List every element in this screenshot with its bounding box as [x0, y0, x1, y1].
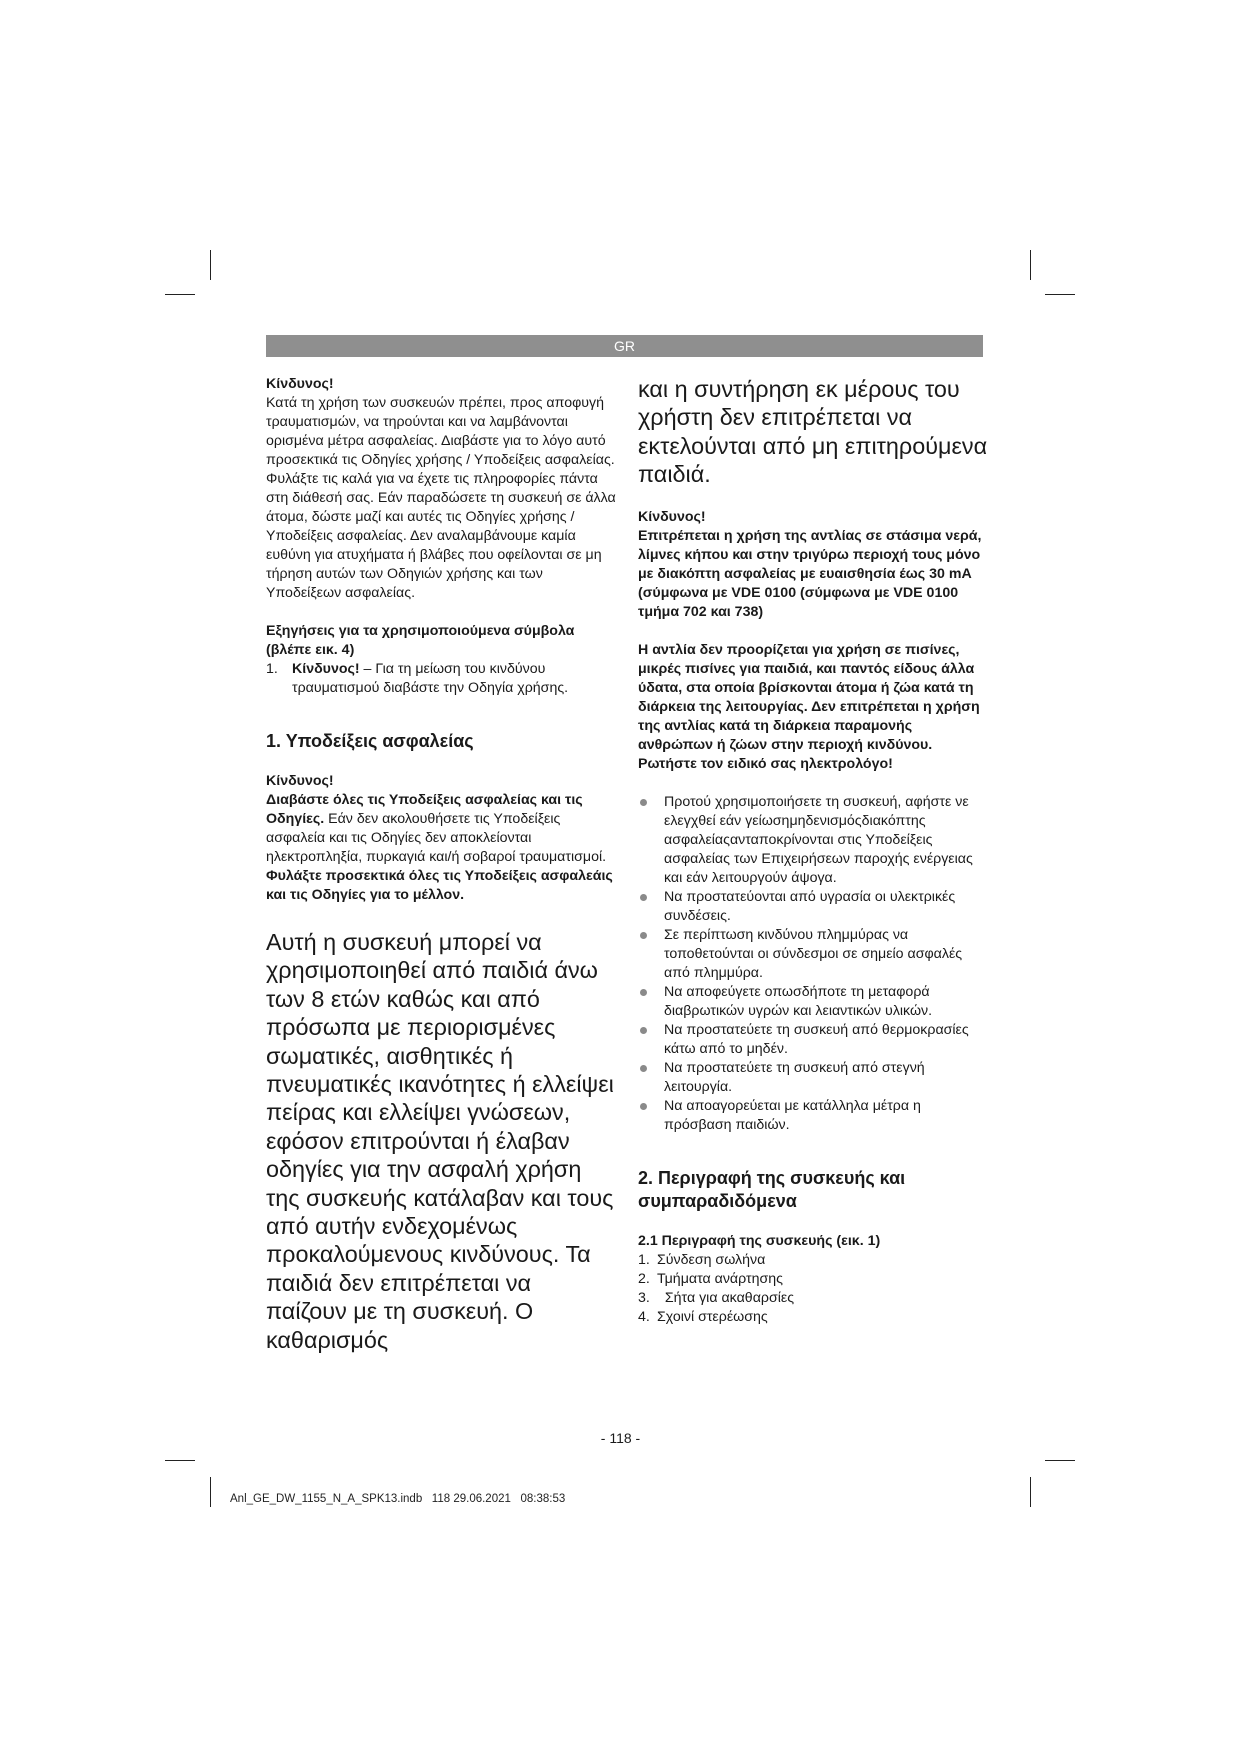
list-item: Σε περίπτωση κινδύνου πλημμύρας να τοποθετούνται οι σύνδεσμοι σε σημείο ασφαλές από πλημμύρα.	[638, 926, 988, 983]
language-code: GR	[614, 338, 635, 354]
list-item: Να προστατεύετε τη συσκευή από στεγνή λειτουργία.	[638, 1059, 988, 1097]
crop-mark	[165, 1460, 195, 1461]
safety-paragraph	[266, 791, 616, 905]
symbols-list	[266, 660, 616, 698]
bullet-icon	[640, 989, 647, 996]
residual-current-warning: Επιτρέπεται η χρήση της αντλίας σε στάσιμα νερά, λίμνες κήπου και στην τριγύρω περιοχή τους μόνο με διακόπτη ασφαλείας με ευαισθησία έως 30 mA (σύμφωνα με VDE 0100 (σύμφωνα με VDE 0100 τμήμα 702 και 738)	[638, 527, 982, 620]
danger-title: Κίνδυνος!	[638, 508, 706, 525]
bullet-icon	[640, 894, 647, 901]
crop-mark	[210, 250, 211, 280]
crop-mark	[210, 1477, 211, 1507]
bold-text: Φυλάξτε προσεκτικά όλες τις Υποδείξεις ασφαλεάις και τις Οδηγίες για το μέλλον.	[266, 868, 613, 903]
crop-mark	[1045, 294, 1075, 295]
file-info: Anl_GE_DW_1155_N_A_SPK13.indb 118 29.06.2021 08:38:53	[230, 1493, 566, 1505]
danger-title: Κίνδυνος!	[266, 376, 334, 392]
paragraph-text: Εάν δεν ακολουθήσετε τις Υποδείξεις ασφαλεία και τις Οδηγίες δεν αποκλείονται ηλεκτροπληξία, πυρκαγιά και/ή σοβαροί τραυματισμοί.	[266, 811, 607, 865]
parts-list	[638, 1251, 988, 1327]
list-item: Προτού χρησιμοποιήσετε τη συσκευή, αφήστε νε ελεγχθεί εάν γείωσημηδενισμόςδιακόπτης ασφαλείαςανταποκρίνονται στις Υποδείξεις ασφαλείας των Επιχειρήσεων παροχής ενέργειας και εάν λειτουργούν άψογα.	[638, 793, 988, 888]
children-warning-continued: και η συντήρηση εκ μέρους του χρήστη δεν επιτρέπεται να εκτελούνται από μη επιτηρούμενα παιδιά.	[638, 376, 988, 488]
section-1-heading: 1. Υποδείξεις ασφαλείας	[266, 731, 474, 751]
list-item: Να αποφεύγετε οπωσδήποτε τη μεταφορά διαβρωτικών υγρών και λειαντικών υλικών.	[638, 983, 988, 1021]
crop-mark	[165, 294, 195, 295]
list-item: 2. Τμήματα ανάρτησης	[638, 1270, 783, 1287]
bullet-icon	[640, 932, 647, 939]
children-warning-text: Αυτή η συσκευή μπορεί να χρησιμοποιηθεί από παιδιά άνω των 8 ετών καθώς και από πρόσωπα με περιορισμένες σωματικές, αισθητικές ή πνευματικές ικανότητες ή ελλείψει πείρας και ελλείψει γνώσεων, εφόσον επιτρούνται ή έλαβαν οδηγίες για την ασφαλή χρήση της συσκευής κατάλαβαν και τους από αυτήν ενδεχομένως προκαλούμενους κινδύνους. Τα παιδιά δεν επιτρέπεται να παίζουν με τη συσκευή. Ο καθαρισμός	[266, 929, 614, 1353]
item-text: – Για τη μείωση του κινδύνου τραυματισμού διαβάστε την Οδηγία χρήσης.	[292, 661, 569, 696]
list-item: Να αποαγορεύεται με κατάλληλα μέτρα η πρόσβαση παιδιών.	[638, 1097, 988, 1135]
list-item: 3. Σήτα για ακαθαρσίες	[638, 1289, 795, 1306]
bullet-icon	[640, 1027, 647, 1034]
bullet-icon	[640, 1065, 647, 1072]
list-item	[266, 660, 616, 698]
list-item: 4. Σχοινί στερέωσης	[638, 1308, 768, 1325]
page-number: - 118 -	[600, 1430, 641, 1446]
item-number: 1.	[266, 661, 278, 677]
list-item: Να προστατεύετε τη συσκευή από θερμοκρασίες κάτω από το μηδέν.	[638, 1021, 988, 1059]
danger-label: Κίνδυνος!	[292, 661, 360, 677]
left-column	[266, 375, 616, 1354]
crop-mark	[1030, 250, 1031, 280]
danger-title: Κίνδυνος!	[266, 773, 334, 789]
crop-mark	[1045, 1460, 1075, 1461]
bullet-icon	[640, 1103, 647, 1110]
section-2-1-heading: 2.1 Περιγραφή της συσκευής (εικ. 1)	[638, 1232, 881, 1249]
pools-warning: Η αντλία δεν προορίζεται για χρήση σε πισίνες, μικρές πισίνες για παιδιά, και παντός είδους άλλα ύδατα, στα οποία βρίσκονται άτομα ή ζώα κατά τη διάρκεια της λειτουργίας. Δεν επιτρέπεται η χρήση της αντλίας κατά τη διάρκεια παραμονής ανθρώπων ή ζώων στην περιοχή κινδύνου. Ρωτήστε τον ειδικό σας ηλεκτρολόγο!	[638, 641, 980, 772]
list-item: 1. Σύνδεση σωλήνα	[638, 1251, 766, 1268]
crop-mark	[1030, 1477, 1031, 1507]
list-item: Να προστατεύονται από υγρασία οι υλεκτρικές συνδέσεις.	[638, 888, 988, 926]
safety-bullet-list	[638, 793, 988, 1135]
language-header-bar	[266, 335, 983, 357]
intro-paragraph: Κατά τη χρήση των συσκευών πρέπει, προς αποφυγή τραυματισμών, να τηρούνται και να λαμβάνονται ορισμένα μέτρα ασφαλείας. Διαβάστε για το λόγο αυτό προσεκτικά τις Οδηγίες χρήσης / Υποδείξεις ασφαλείας. Φυλάξτε τις καλά για να έχετε τις πληροφορίες πάντα στη διάθεσή σας. Εάν παραδώσετε τη συσκευή σε άλλα άτομα, δώστε μαζί και αυτές τις Οδηγίες χρήσης / Υποδείξεις ασφαλείας. Δεν αναλαμβάνουμε καμία ευθύνη για ατυχήματα ή βλάβες που οφείλονται σε μη τήρηση αυτών των Οδηγιών χρήσης και των Υποδείξεων ασφαλείας.	[266, 395, 616, 601]
bullet-icon	[640, 799, 647, 806]
section-2-heading: 2. Περιγραφή της συσκευής και συμπαραδιδόμενα	[638, 1167, 906, 1211]
symbols-heading: Εξηγήσεις για τα χρησιμοποιούμενα σύμβολα (βλέπε εικ. 4)	[266, 623, 575, 658]
bold-text: Διαβάστε όλες τις Υποδείξεις ασφαλείας και τις Οδηγίες.	[266, 792, 583, 827]
right-column	[638, 375, 988, 1327]
